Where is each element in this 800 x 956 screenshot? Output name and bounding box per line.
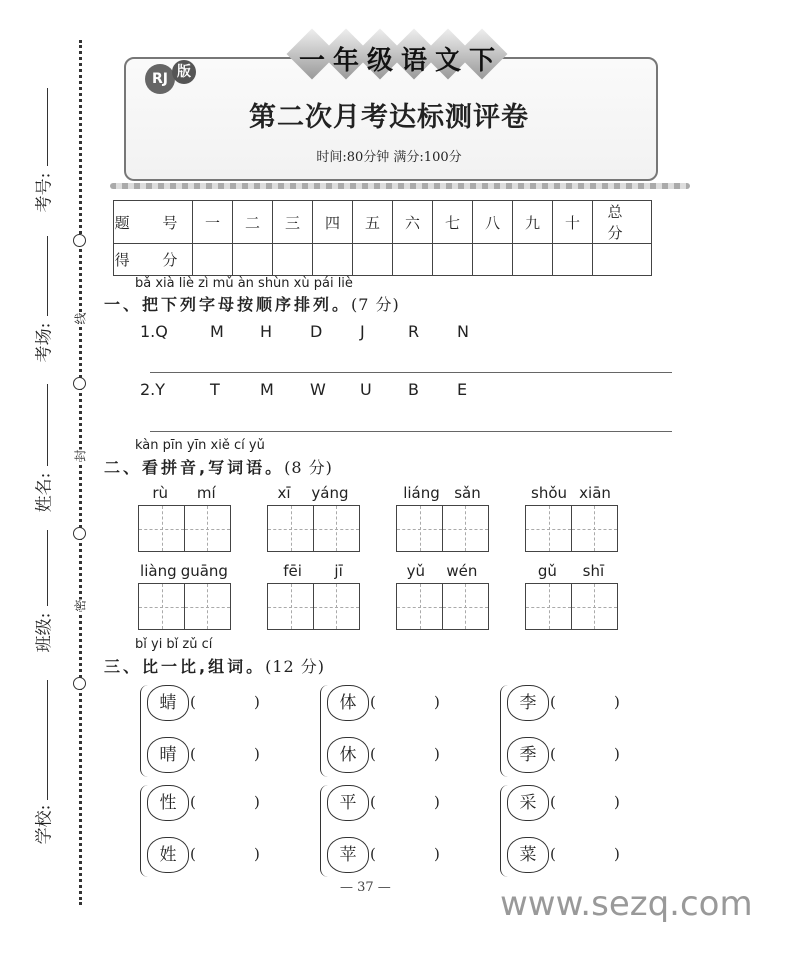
writing-cell[interactable] [442,505,489,552]
class-label: 班级: [34,612,55,653]
writing-grid [138,505,230,551]
answer-blank[interactable] [615,693,675,713]
word-pinyin [396,484,488,502]
flower-char: 苹 [327,837,369,873]
pinyin-syllable: xiān [579,484,611,502]
word-pinyin [267,484,359,502]
close-paren: ) [614,793,620,811]
banner-char: 级 [366,46,393,76]
open-paren: ( [550,745,556,763]
exam-room-field[interactable] [47,236,48,316]
flower-char: 菜 [507,837,549,873]
open-paren: ( [550,845,556,863]
open-paren: ( [550,693,556,711]
close-paren: ) [254,845,260,863]
open-paren: ( [190,745,196,763]
flower-char: 体 [327,685,369,721]
binding-line [79,40,82,905]
score-cell[interactable] [513,244,553,276]
name-field[interactable] [47,384,48,466]
banner-char: 下 [468,46,495,76]
section1-pinyin: bǎ xià liè zì mǔ àn shùn xù pái liè [135,276,353,291]
letter-item: U [360,380,372,399]
writing-cell[interactable] [313,505,360,552]
answer-line-2[interactable] [150,431,672,432]
score-cell[interactable] [393,244,433,276]
binding-hole [73,377,86,390]
word-pinyin [525,562,617,580]
writing-grid [525,505,617,551]
writing-cell[interactable] [267,583,314,630]
open-paren: ( [550,793,556,811]
answer-blank[interactable] [255,745,315,765]
pinyin-syllable: gǔ [537,562,557,580]
open-paren: ( [190,793,196,811]
letter-item: M [260,380,274,399]
pinyin-syllable: xī [277,484,291,502]
writing-cell[interactable] [313,583,360,630]
section2-heading [104,455,333,478]
answer-blank[interactable] [255,693,315,713]
score-header-cell: 十 [553,201,593,244]
pinyin-syllable: fēi [283,562,302,580]
answer-blank[interactable] [435,693,495,713]
letter-item: H [260,322,273,341]
edition-badge: RJ [145,64,175,94]
score-cell[interactable] [233,244,273,276]
section2-pinyin: kàn pīn yīn xiě cí yǔ [135,438,265,453]
answer-blank[interactable] [615,745,675,765]
section2-title: 二、看拼音,写词语。 [104,458,285,477]
letter-item: B [408,380,419,399]
letter-item: E [457,380,468,399]
pinyin-syllable: liáng [403,484,440,502]
score-header-cell: 六 [393,201,433,244]
score-header-cell: 五 [353,201,393,244]
pinyin-syllable: guāng [180,562,228,580]
writing-cell[interactable] [571,583,618,630]
pinyin-syllable: yǔ [406,562,426,580]
close-paren: ) [254,693,260,711]
word-pinyin [138,484,230,502]
page-number: — 37 — [340,880,391,895]
score-table [113,200,652,276]
section1-points: (7 分) [351,295,400,314]
writing-grid [525,583,617,629]
pinyin-syllable: rù [152,484,169,502]
word-pinyin [267,562,359,580]
open-paren: ( [370,845,376,863]
letter-item: M [210,322,224,341]
word-pinyin [138,562,230,580]
letter-item: W [310,380,326,399]
pinyin-syllable: jī [334,562,343,580]
score-cell[interactable] [353,244,393,276]
section2-points: (8 分) [284,458,333,477]
class-field[interactable] [47,530,48,606]
flower-char: 姓 [147,837,189,873]
answer-blank[interactable] [615,793,675,813]
close-paren: ) [434,793,440,811]
score-header-cell: 总 分 [593,201,652,244]
open-paren: ( [190,845,196,863]
section1-heading [104,292,400,315]
answer-blank[interactable] [255,845,315,865]
writing-cell[interactable] [396,505,443,552]
exam-number-label: 考号: [34,172,55,213]
close-paren: ) [434,845,440,863]
flower-char: 李 [507,685,549,721]
flower-char: 平 [327,785,369,821]
section1-title: 一、把下列字母按顺序排列。 [104,295,352,314]
answer-line-1[interactable] [150,372,672,373]
seal-char: 封 [73,449,88,462]
flower-char: 晴 [147,737,189,773]
binding-hole [73,677,86,690]
exam-number-field[interactable] [47,88,48,166]
writing-cell[interactable] [184,583,231,630]
score-header-cell: 八 [473,201,513,244]
flower-char: 季 [507,737,549,773]
score-header-cell: 九 [513,201,553,244]
open-paren: ( [370,693,376,711]
letter-item: T [210,380,220,399]
letter-item: J [360,322,365,341]
close-paren: ) [614,845,620,863]
answer-blank[interactable] [255,793,315,813]
section3-pinyin: bǐ yi bǐ zǔ cí [135,637,213,652]
pinyin-syllable: sǎn [454,484,481,502]
writing-cell[interactable] [442,583,489,630]
writing-cell[interactable] [138,505,185,552]
open-paren: ( [370,793,376,811]
score-header-cell: 题 号 [114,201,193,244]
watermark: www.sezq.com [500,884,753,924]
pinyin-syllable: shī [582,562,605,580]
answer-blank[interactable] [615,845,675,865]
flower-char: 采 [507,785,549,821]
seal-char: 线 [73,312,88,325]
score-header-cell: 四 [313,201,353,244]
letter-item: 2.Y [140,380,166,399]
letter-item: R [408,322,420,341]
writing-cell[interactable] [138,583,185,630]
flower-char: 蜻 [147,685,189,721]
pinyin-syllable: wén [446,562,478,580]
answer-blank[interactable] [435,745,495,765]
writing-grid [267,505,359,551]
score-header-cell: 七 [433,201,473,244]
close-paren: ) [254,745,260,763]
section3-points: (12 分) [265,657,326,676]
flower-char: 性 [147,785,189,821]
writing-cell[interactable] [571,505,618,552]
binding-hole [73,234,86,247]
letter-item: D [310,322,323,341]
score-row-label: 得 分 [114,244,193,276]
seal-char: 密 [73,599,88,612]
pinyin-syllable: mí [196,484,216,502]
flower-char: 休 [327,737,369,773]
banner-char: 文 [434,46,461,76]
section3-title: 三、比一比,组词。 [104,657,266,676]
score-cell[interactable] [273,244,313,276]
banner-char: 年 [332,46,359,76]
close-paren: ) [614,745,620,763]
writing-cell[interactable] [184,505,231,552]
close-paren: ) [614,693,620,711]
school-field[interactable] [47,680,48,800]
score-cell[interactable] [553,244,593,276]
open-paren: ( [370,745,376,763]
answer-blank[interactable] [435,845,495,865]
page-title: 第二次月考达标测评卷 [249,102,529,133]
school-label: 学校: [34,804,55,845]
exam-room-label: 考场: [34,322,55,363]
writing-cell[interactable] [267,505,314,552]
score-cell[interactable] [433,244,473,276]
writing-cell[interactable] [525,505,572,552]
score-cell[interactable] [593,244,652,276]
pinyin-syllable: yáng [311,484,349,502]
word-pinyin [525,484,617,502]
answer-blank[interactable] [435,793,495,813]
wavy-divider [110,183,690,189]
section3-heading [104,654,325,677]
letter-item: N [457,322,469,341]
score-cell[interactable] [473,244,513,276]
writing-grid [138,583,230,629]
score-cell[interactable] [193,244,233,276]
score-header-cell: 二 [233,201,273,244]
letter-item: 1.Q [140,322,168,341]
score-cell[interactable] [313,244,353,276]
score-header-cell: 一 [193,201,233,244]
close-paren: ) [434,693,440,711]
writing-grid [396,583,488,629]
writing-grid [396,505,488,551]
banner-char: 一 [298,46,325,76]
score-header-cell: 三 [273,201,313,244]
binding-hole [73,527,86,540]
writing-cell[interactable] [525,583,572,630]
exam-info: 时间:80分钟 满分:100分 [316,150,462,165]
pinyin-syllable: shǒu [531,484,568,502]
pinyin-syllable: liàng [140,562,177,580]
close-paren: ) [434,745,440,763]
edition-badge-suffix: 版 [172,60,196,84]
word-pinyin [396,562,488,580]
banner-char: 语 [400,46,427,76]
writing-grid [267,583,359,629]
writing-cell[interactable] [396,583,443,630]
open-paren: ( [190,693,196,711]
close-paren: ) [254,793,260,811]
name-label: 姓名: [34,472,55,513]
